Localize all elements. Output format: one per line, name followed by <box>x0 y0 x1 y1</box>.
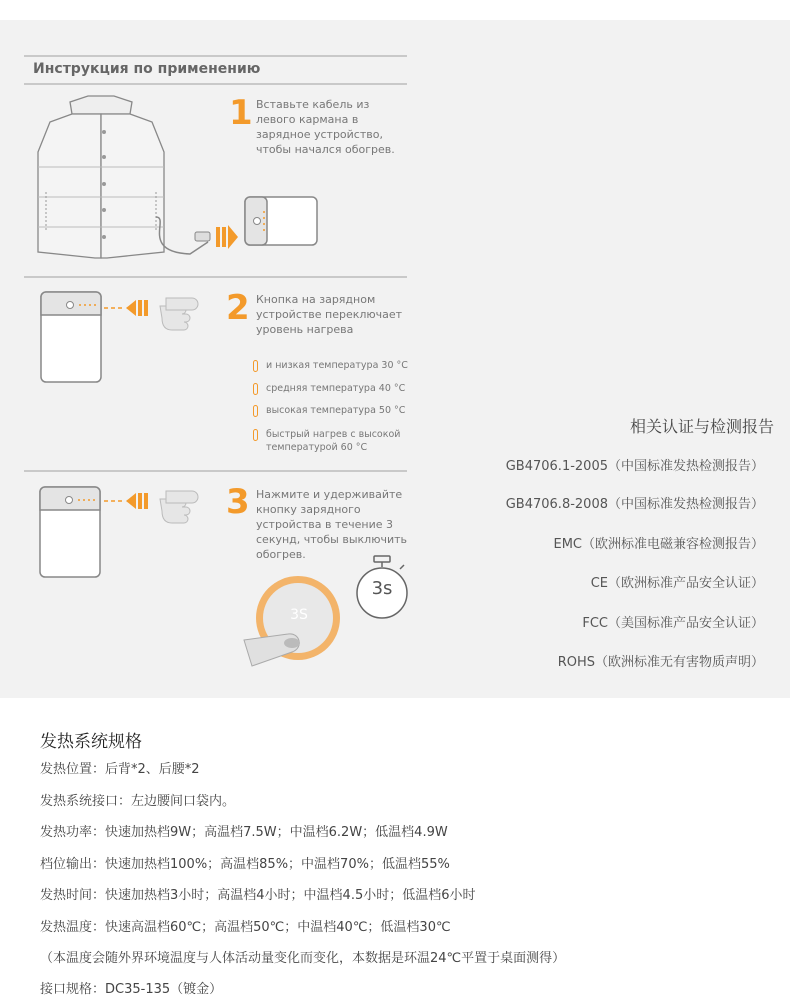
step-1-number: 1 <box>229 93 253 133</box>
thermometer-icon <box>253 405 258 417</box>
finger-press-icon <box>158 294 204 334</box>
step-1-divider <box>24 276 407 278</box>
cert-item: FCC（美国标准产品安全认证） <box>582 616 764 631</box>
spec-line: 发热系统接口：左边腰间口袋内。 <box>40 794 236 809</box>
hold-button-label: 3S <box>290 607 308 623</box>
charger-step3-icon <box>39 486 101 578</box>
step-3-number: 3 <box>226 482 250 522</box>
specs-title: 发热系统规格 <box>40 732 142 752</box>
spec-line: 发热时间：快速加热档3小时；高温档4小时；中温档4.5小时；低温档6小时 <box>40 888 476 903</box>
instruction-title: Инструкция по применению <box>33 61 261 77</box>
step-2-text: Кнопка на зарядном устройстве переключает уровень нагрева <box>256 293 403 336</box>
thermometer-icon <box>253 383 258 395</box>
step-3-text: Нажмите и удерживайте кнопку зарядного устройства в течение 3 секунд, чтобы выключить обогрев. <box>256 488 408 561</box>
spec-line: 发热位置：后背*2、后腰*2 <box>40 762 200 777</box>
cert-item: GB4706.8-2008（中国标准发热检测报告） <box>505 497 764 512</box>
title-bottom-rule <box>24 83 407 85</box>
cert-item: CE（欧洲标准产品安全认证） <box>590 576 764 591</box>
thermometer-icon <box>253 429 258 441</box>
spec-note: （本温度会随外界环境温度与人体活动量变化而变化，本数据是环温24℃平置于桌面测得） <box>40 951 566 966</box>
cert-item: GB4706.1-2005（中国标准发热检测报告） <box>505 459 764 474</box>
cert-item: EMC（欧洲标准电磁兼容检测报告） <box>553 537 764 552</box>
charger-step1-icon <box>244 196 318 246</box>
timer-label: 3s <box>371 578 393 599</box>
spec-line: 发热功率：快速加热档9W；高温档7.5W；中温档6.2W；低温档4.9W <box>40 825 448 840</box>
certifications-title: 相关认证与检测报告 <box>629 417 774 436</box>
step-2-divider <box>24 470 407 472</box>
arrow-left-icon <box>104 491 154 511</box>
spec-line: 档位输出：快速加热档100%；高温档85%；中温档70%；低温档55% <box>40 857 450 872</box>
spec-line: 接口规格：DC35-135（镀金） <box>40 982 223 997</box>
thermometer-icon <box>253 360 258 372</box>
spec-line: 发热温度：快速高温档60℃；高温档50℃；中温档40℃；低温档30℃ <box>40 920 451 935</box>
finger-press-icon <box>158 487 204 527</box>
step-2-number: 2 <box>226 288 250 328</box>
arrow-left-icon <box>104 298 154 318</box>
vest-illustration <box>30 92 230 267</box>
title-top-rule <box>24 55 407 57</box>
cert-item: ROHS（欧洲标准无有害物质声明） <box>557 655 764 670</box>
charger-step2-icon <box>40 291 102 383</box>
step-1-text: Вставьте кабель из левого кармана в зарядное устройство, чтобы начался обогрев. <box>256 98 395 156</box>
